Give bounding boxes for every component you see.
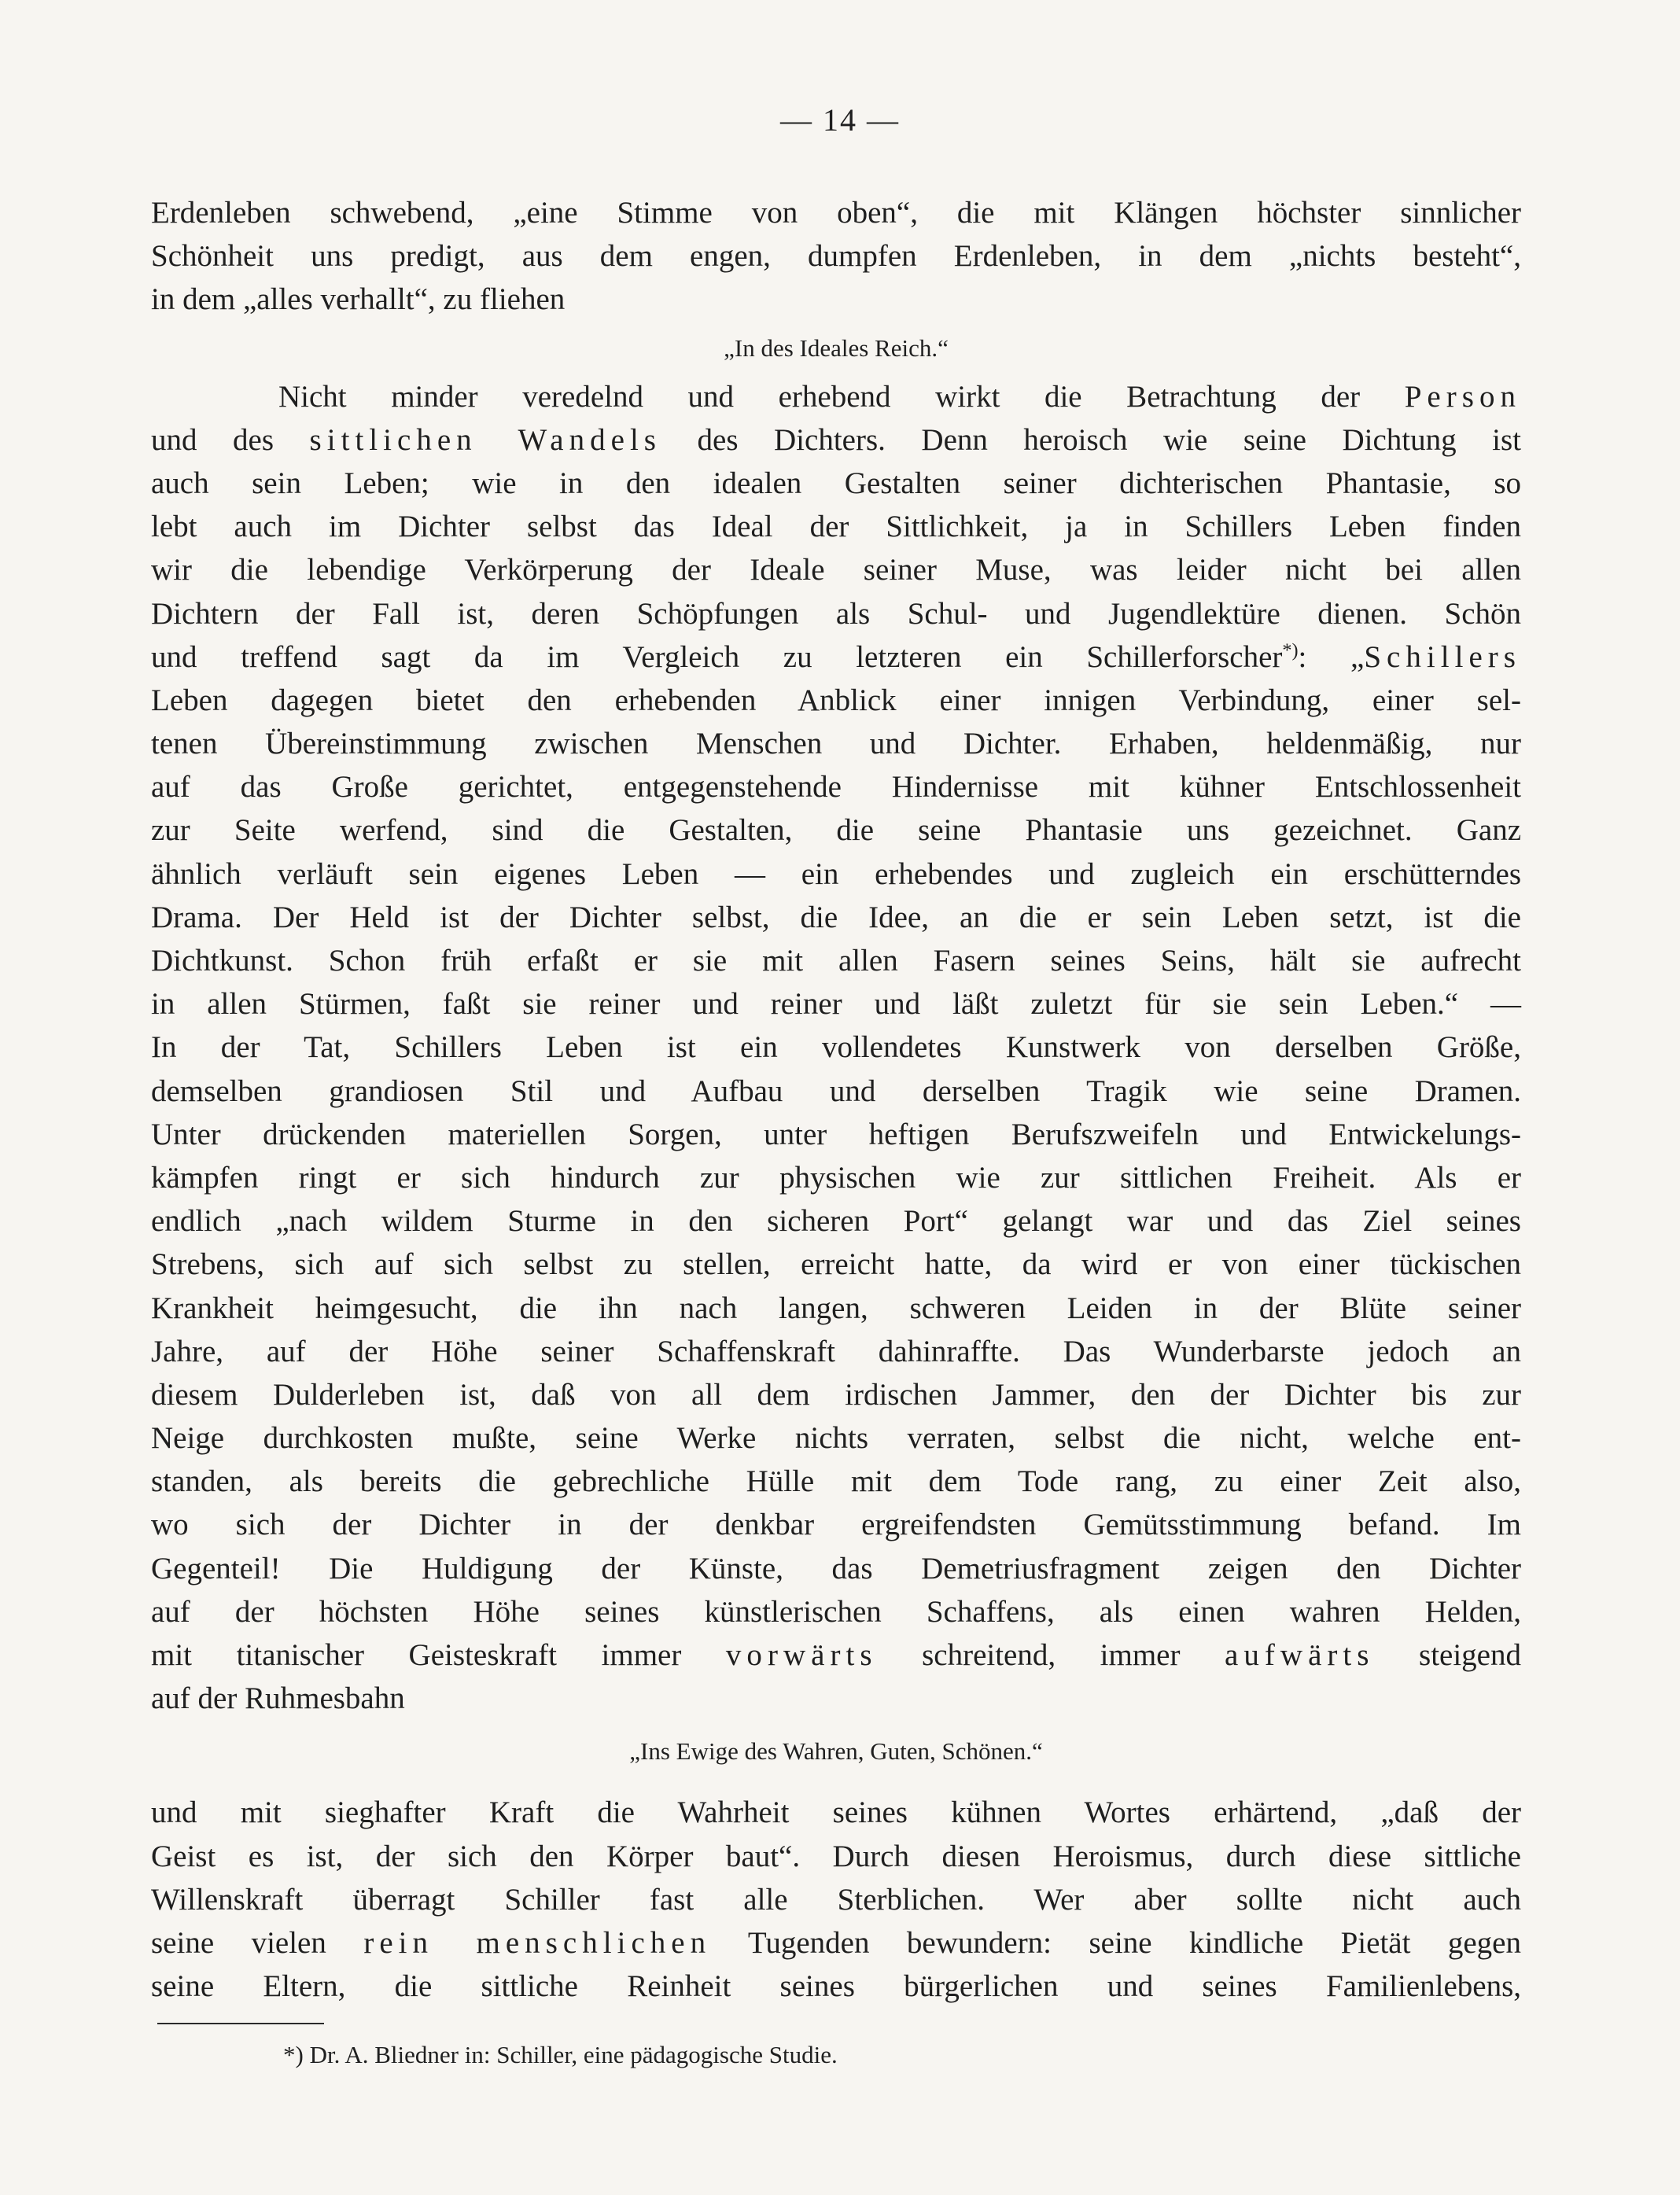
- text-line: in dem „alles verhallt“, zu fliehen: [151, 282, 566, 317]
- text-line: wir die lebendige Verkörperung der Ideale seiner Muse, was leider nicht bei allen: [151, 553, 1521, 587]
- text-line: zur Seite werfend, sind die Gestalten, die seine Phantasie uns gezeichnet. Ganz: [151, 813, 1521, 848]
- footnote: *) Dr. A. Bliedner in: Schiller, eine pädagogische Studie.: [283, 2041, 838, 2068]
- text-line: auf das Große gerichtet, entgegenstehende Hindernisse mit kühner Entschlossenheit: [151, 770, 1521, 805]
- text-line: Leben dagegen bietet den erhebenden Anblick einer innigen Verbindung, einer sel-: [151, 683, 1521, 717]
- text-line: [151, 1633, 1521, 1677]
- emphasized-text: rein menschlichen: [363, 1925, 712, 1960]
- text-line: Drama. Der Held ist der Dichter selbst, die Idee, an die er sein Leben setzt, ist die: [151, 900, 1521, 934]
- text-line: Jahre, auf der Höhe seiner Schaffenskraft dahinraffte. Das Wunderbarste jedoch an: [151, 1334, 1521, 1368]
- emphasized-text: Person: [1404, 379, 1521, 414]
- text-line: auf der höchsten Höhe seines künstlerischen Schaffens, als einen wahren Helden,: [151, 1594, 1521, 1629]
- text-run: Tugenden bewundern: seine kindliche Pietät gegen: [711, 1925, 1521, 1960]
- text-line: auf der Ruhmesbahn: [151, 1681, 405, 1716]
- text-line: in allen Stürmen, faßt sie reiner und reiner und läßt zuletzt für sie sein Leben.“ —: [151, 987, 1521, 1022]
- text-run: steigend: [1374, 1638, 1521, 1672]
- text-line: Willenskraft überragt Schiller fast alle Sterblichen. Wer aber sollte nicht auch: [151, 1882, 1521, 1917]
- text-line: ähnlich verläuft sein eigenes Leben — ein erhebendes und zugleich ein erschütterndes: [151, 856, 1521, 891]
- emphasized-text: aufwärts: [1225, 1638, 1375, 1672]
- footnote-reference: *): [1282, 639, 1299, 661]
- text-line: Neige durchkosten mußte, seine Werke nichts verraten, selbst die nicht, welche ent-: [151, 1421, 1521, 1456]
- text-line: [151, 418, 1521, 462]
- text-run: mit titanischer Geisteskraft immer: [151, 1638, 726, 1672]
- text-run: und treffend sagt da im Vergleich zu letzteren ein Schillerforscher: [151, 639, 1283, 674]
- text-line: kämpfen ringt er sich hindurch zur physischen wie zur sittlichen Freiheit. Als er: [151, 1160, 1521, 1195]
- text-line: Strebens, sich auf sich selbst zu stellen, erreicht hatte, da wird er von einer tückischen: [151, 1247, 1521, 1282]
- page-body: [151, 191, 1521, 2008]
- text-line: Schönheit uns predigt, aus dem engen, dumpfen Erdenleben, in dem „nichts besteht“,: [151, 239, 1521, 274]
- text-line: Unter drückenden materiellen Sorgen, unter heftigen Berufszweifeln und Entwickelungs-: [151, 1117, 1521, 1151]
- text-line: Geist es ist, der sich den Körper baut“. Durch diesen Heroismus, durch diese sittliche: [151, 1839, 1521, 1873]
- text-line: demselben grandiosen Stil und Aufbau und derselben Tragik wie seine Dramen.: [151, 1074, 1521, 1108]
- text-line: Erdenleben schwebend, „eine Stimme von oben“, die mit Klängen höchster sinnlicher: [151, 196, 1521, 230]
- text-run: seine vielen: [151, 1925, 364, 1960]
- text-run: : „: [1298, 639, 1365, 674]
- text-line: wo sich der Dichter in der denkbar ergreifendsten Gemütsstimmung befand. Im: [151, 1508, 1521, 1542]
- text-line: In der Tat, Schillers Leben ist ein vollendetes Kunstwerk von derselben Größe,: [151, 1030, 1521, 1065]
- footnote-divider: [157, 2023, 324, 2024]
- text-line: Gegenteil! Die Huldigung der Künste, das Demetriusfragment zeigen den Dichter: [151, 1551, 1521, 1585]
- text-line: seine Eltern, die sittliche Reinheit seines bürgerlichen und seines Familienlebens,: [151, 1969, 1521, 2004]
- text-line: auch sein Leben; wie in den idealen Gestalten seiner dichterischen Phantasie, so: [151, 466, 1521, 500]
- quotation-1: „In des Ideales Reich.“: [724, 333, 949, 362]
- text-run: Nicht minder veredelnd und erhebend wirkt die Betrachtung der: [278, 379, 1405, 414]
- text-line: [151, 1921, 1521, 1965]
- text-line: lebt auch im Dichter selbst das Ideal der Sittlichkeit, ja in Schillers Leben finden: [151, 510, 1521, 544]
- text-run: des Dichters. Denn heroisch wie seine Dichtung ist: [661, 422, 1522, 457]
- text-run: und des: [151, 422, 310, 457]
- text-line: [151, 375, 1521, 418]
- text-line: standen, als bereits die gebrechliche Hülle mit dem Tode rang, zu einer Zeit also,: [151, 1464, 1521, 1499]
- page-number: — 14 —: [780, 102, 900, 138]
- emphasized-text: vorwärts: [725, 1638, 878, 1672]
- text-line: diesem Dulderleben ist, daß von all dem irdischen Jammer, den der Dichter bis zur: [151, 1377, 1521, 1412]
- text-line: [151, 635, 1521, 679]
- text-line: Dichtern der Fall ist, deren Schöpfungen als Schul- und Jugendlektüre dienen. Schön: [151, 596, 1521, 631]
- quotation-2: „Ins Ewige des Wahren, Guten, Schönen.“: [629, 1737, 1043, 1766]
- emphasized-text: sittlichen Wandels: [309, 422, 661, 457]
- emphasized-text: Schillers: [1364, 639, 1521, 674]
- text-line: Krankheit heimgesucht, die ihn nach langen, schweren Leiden in der Blüte seiner: [151, 1291, 1521, 1325]
- text-line: und mit sieghafter Kraft die Wahrheit seines kühnen Wortes erhärtend, „daß der: [151, 1795, 1521, 1830]
- text-line: tenen Übereinstimmung zwischen Menschen und Dichter. Erhaben, heldenmäßig, nur: [151, 727, 1521, 761]
- text-line: endlich „nach wildem Sturme in den sicheren Port“ gelangt war und das Ziel seines: [151, 1204, 1521, 1239]
- text-line: Dichtkunst. Schon früh erfaßt er sie mit allen Fasern seines Seins, hält sie aufrecht: [151, 944, 1521, 978]
- text-run: schreitend, immer: [877, 1638, 1225, 1672]
